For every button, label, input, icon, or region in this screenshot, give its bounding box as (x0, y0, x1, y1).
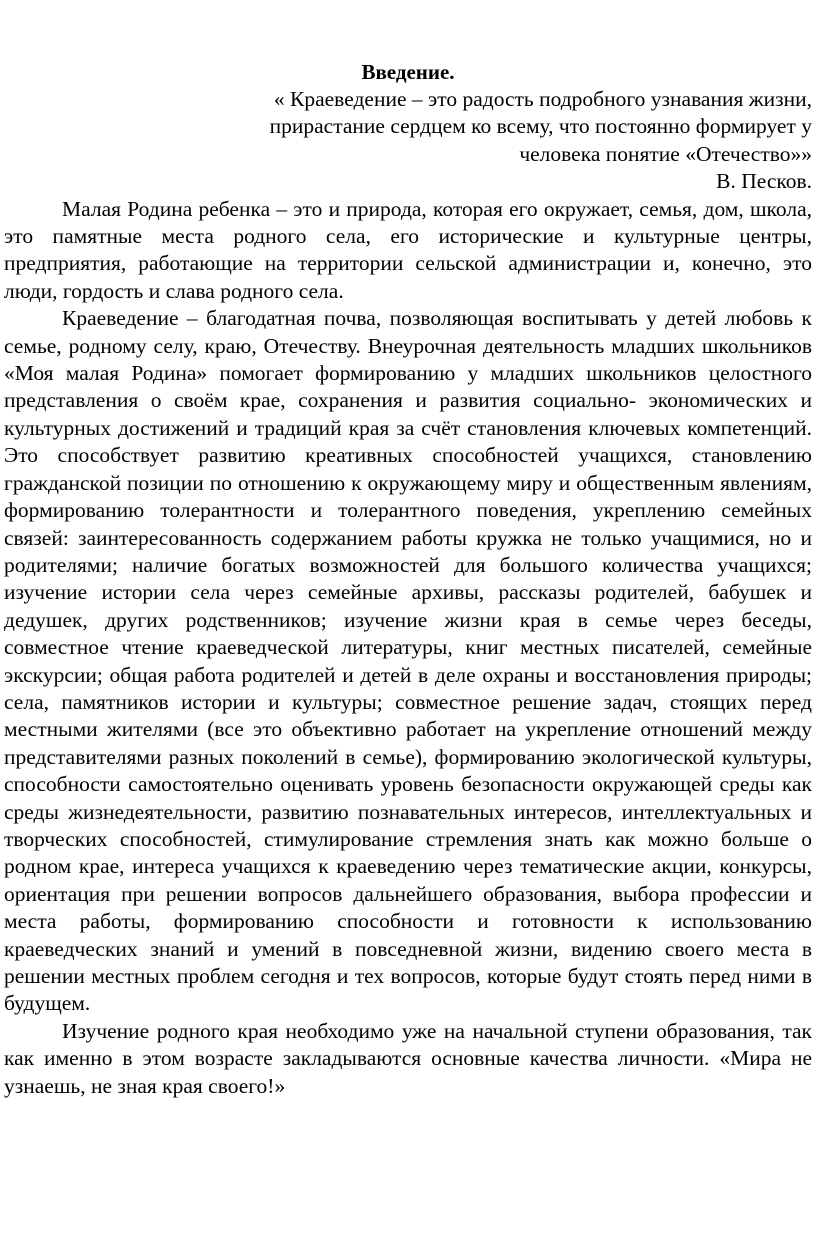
page-title: Введение. (361, 60, 455, 84)
paragraph-1: Малая Родина ребенка – это и природа, которая его окружает, семья, дом, школа, это памятные места родного села, его исторические и культурные центры, предприятия, работающие на территории сельской администрации и, конечно, это люди, гордость и слава родного села. (4, 196, 812, 303)
paragraph-2: Краеведение – благодатная почва, позволяющая воспитывать у детей любовь к семье, родному селу, краю, Отечеству. Внеурочная деятельность младших школьников «Моя малая Родина» помогает формированию у младших школьников целостного представления о своём крае, сохранения и развития социально- экономических и культурных достижений и традиций края за счёт становления ключевых компетенций. Это способствует развитию креативных способностей учащихся, становлению гражданской позиции по отношению к окружающему миру и общественным явлениям, формированию толерантности и толерантного поведения, укреплению семейных связей: заинтересованность содержанием работы кружка не только учащимися, но и родителями; наличие богатых возможностей для большого количества учащихся; изучение истории села через семейные архивы, рассказы родителей, бабушек и дедушек, других родственников; изучение жизни края в семье через беседы, совместное чтение краеведческой литературы, книг местных писателей, семейные экскурсии; общая работа родителей и детей в деле охраны и восстановления природы; села, памятников истории и культуры; совместное решение задач, стоящих перед местными жителями (все это объективно работает на укрепление отношений между представителями разных поколений в семье), формированию экологической культуры, способности самостоятельно оценивать уровень безопасности окружающей среды как среды жизнедеятельности, развитию познавательных интересов, интеллектуальных и творческих способностей, стимулирование стремления знать как можно больше о родном крае, интереса учащихся к краеведению через тематические акции, конкурсы, ориентация при решении вопросов дальнейшего образования, выбора профессии и места работы, формированию способности и готовности к использованию краеведческих знаний и умений в повседневной жизни, видению своего места в решении местных проблем сегодня и тех вопросов, которые будут стоять перед ними в будущем. (4, 306, 812, 1016)
epigraph-quote: « Краеведение – это радость подробного узнавания жизни, прирастание сердцем ко всему, что постоянно формирует у человека понятие «Отечество»» (269, 87, 812, 166)
epigraph-author: В. Песков. (716, 169, 812, 194)
paragraph-3: Изучение родного края необходимо уже на начальной ступени образования, так как именно в этом возрасте закладываются основные качества личности. «Мира не узнаешь, не зная края своего!» (4, 1018, 812, 1098)
